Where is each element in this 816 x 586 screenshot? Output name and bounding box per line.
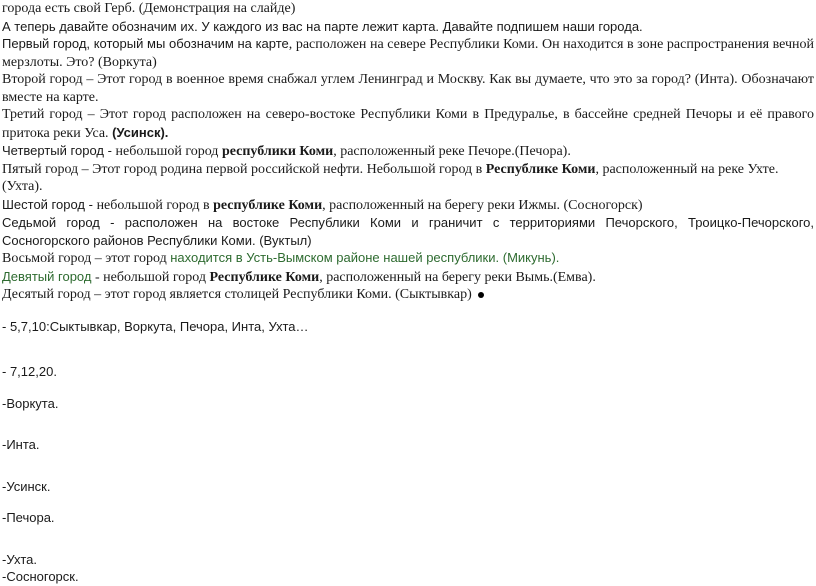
paragraph-city-6 xyxy=(2,196,814,215)
city-4-lead: Четвертый город - xyxy=(2,143,116,158)
city-5-bold: Республике Коми xyxy=(485,161,596,177)
paragraph-city-10 xyxy=(2,286,814,304)
answer-8: -Сосногорск. xyxy=(2,569,79,584)
answer-5: -Усинск. xyxy=(2,478,51,494)
spacer xyxy=(2,527,814,551)
spacer xyxy=(2,495,814,509)
paragraph-city-9 xyxy=(2,268,814,287)
paragraph-city-4 xyxy=(2,142,814,161)
spacer xyxy=(2,304,814,318)
answer-4: -Инта. xyxy=(2,437,40,452)
city-4-text: небольшой город xyxy=(115,144,222,159)
spacer xyxy=(2,335,814,363)
paragraph-city-5 xyxy=(2,161,814,196)
paragraph-city-8 xyxy=(2,249,814,268)
city-6-lead: Шестой город - xyxy=(2,196,97,212)
city-6-bold: республике Коми xyxy=(213,197,323,213)
city-9-lead: Девятый город xyxy=(2,268,92,284)
city-9-bold: Республике Коми xyxy=(209,269,320,285)
answer-6: -Печора. xyxy=(2,510,55,525)
bullet-icon xyxy=(478,292,484,298)
spacer xyxy=(2,454,814,478)
city-9-rest: , расположенный на берегу реки Вымь.(Емва). xyxy=(319,269,596,285)
city-4-rest: , расположенный реке Печоре.(Печора). xyxy=(333,144,571,159)
answer-3: -Воркута. xyxy=(2,395,59,411)
spacer xyxy=(2,412,814,436)
answer-2: - 7,12,20. xyxy=(2,364,57,379)
city-6-text: небольшой город в xyxy=(96,197,214,213)
paragraph-herb: города есть свой Герб. (Демонстрация на слайде) xyxy=(2,1,296,16)
city-1-text: , расположен на севере Республики Коми. Он находится в зоне распространения вечной мерзлоты. Это? (Воркута) xyxy=(2,37,815,70)
paragraph-city-3 xyxy=(2,106,814,142)
city-5-text: Пятый город – Этот город родина первой российской нефти. Небольшой город в xyxy=(2,161,486,177)
city-1-lead: Первый город, который мы обозначим на карте xyxy=(2,36,289,51)
city-4-bold: республики Коми xyxy=(221,144,334,159)
paragraph-city-1 xyxy=(2,35,814,71)
city-8-text: Восьмой город – этот город xyxy=(2,251,171,266)
city-6-rest: , расположенный на берегу реки Ижмы. (Сосногорск) xyxy=(322,197,643,213)
paragraph-instruction: А теперь давайте обозначим их. У каждого из вас на парте лежит карта. Давайте подпишем наши города. xyxy=(2,18,643,34)
city-5-rest: , расположенный на реке Ухте. (Ухта). xyxy=(2,161,779,194)
paragraph-city-7: Седьмой город - расположен на востоке Республики Коми и граничит с территориями Печорского, Троицко-Печорского, Сосногорского районов Республики Коми. (Вуктыл) xyxy=(2,215,814,248)
city-9-text: - небольшой город xyxy=(91,269,210,285)
spacer xyxy=(2,381,814,395)
city-3-text: Третий город – Этот город расположен на северо-востоке Республики Коми в Предуралье, в бассейне средней Печоры и её правого притока реки Уса. xyxy=(2,107,814,141)
answer-7: -Ухта. xyxy=(2,551,38,567)
paragraph-city-2: Второй город – Этот город в военное время снабжал углем Ленинград и Москву. Как вы думаете, что это за город? (Инта). Обозначают вместе на карте. xyxy=(2,72,814,105)
city-10-text: Десятый город – этот город является столицей Республики Коми. (Сыктывкар) xyxy=(2,287,472,302)
answer-1: - 5,7,10:Сыктывкар, Воркута, Печора, Инта, Ухта… xyxy=(2,318,309,334)
city-3-answer: (Усинск). xyxy=(112,124,169,140)
city-8-green: находится в Усть-Вымском районе нашей республики. (Микунь). xyxy=(170,250,560,265)
